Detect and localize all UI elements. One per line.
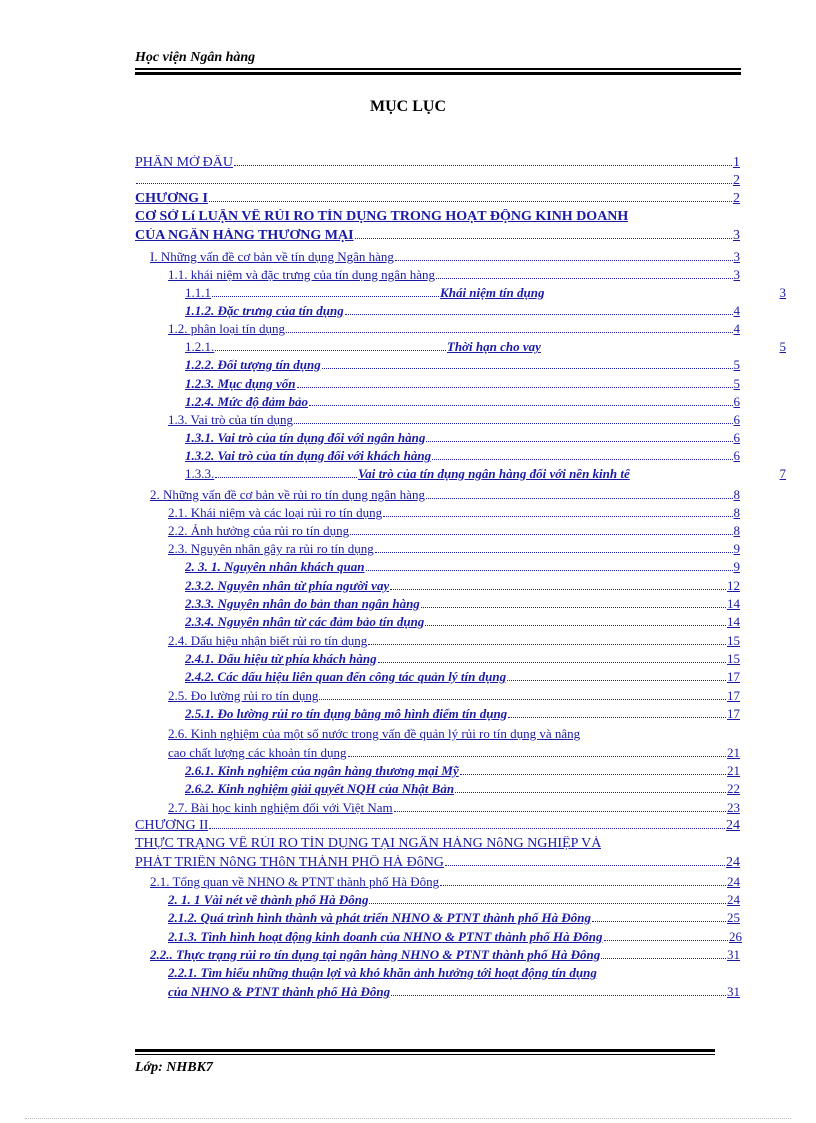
toc-leader-dots: [368, 644, 726, 645]
toc-leader-dots: [391, 995, 726, 996]
toc-entry-label: 2.2. Ảnh hưởng của rủi ro tín dụng: [168, 523, 350, 538]
toc-entry[interactable]: [168, 800, 740, 816]
toc-entry-label: 2.7. Bài học kinh nghiệm đối với Việt Nam: [168, 800, 393, 815]
toc-entry[interactable]: [135, 836, 712, 852]
toc-leader-dots: [394, 811, 726, 812]
toc-leader-dots: [366, 570, 733, 571]
toc-page-number: 7: [779, 466, 786, 481]
toc-leader-dots: [455, 792, 726, 793]
toc-leader-dots: [319, 699, 726, 700]
toc-page-number: 3: [733, 249, 740, 264]
header-rule-thick: [135, 72, 741, 75]
toc-entry[interactable]: [168, 726, 740, 742]
toc-entry-label: Thời hạn cho vay: [446, 339, 541, 354]
toc-page-number: 3: [733, 228, 740, 243]
toc-leader-dots: [369, 903, 726, 904]
toc-entry-label: CHƯƠNG II: [135, 818, 209, 833]
toc-page-number: 5: [733, 376, 740, 391]
toc-page-number: 2: [733, 173, 740, 188]
toc-entry[interactable]: [150, 249, 740, 265]
page-footer: Lớp: NHBK7: [135, 1060, 213, 1075]
toc-leader-dots: [601, 958, 726, 959]
toc-leader-dots: [378, 662, 726, 663]
toc-page-number: 9: [733, 541, 740, 556]
toc-entry-label: 2.4.1. Dấu hiệu từ phía khách hàng: [185, 651, 377, 666]
toc-entry[interactable]: [185, 578, 740, 594]
toc-entry-label: 1.2.2. Đối tượng tín dụng: [185, 357, 321, 372]
toc-leader-dots: [604, 940, 728, 941]
toc-entry-label: 2.1. Tổng quan về NHNO & PTNT thành phố Hà Đông: [150, 874, 440, 889]
toc-leader-dots: [460, 774, 726, 775]
toc-leader-dots: [345, 314, 733, 315]
toc-page-number: 15: [727, 651, 740, 666]
toc-entry[interactable]: [185, 559, 740, 575]
toc-entry-label: 2.6. Kinh nghiệm của một số nước trong vấn đề quản lý rủi ro tín dụng và nâng: [168, 726, 581, 741]
toc-entry[interactable]: [185, 669, 740, 685]
toc-entry[interactable]: [168, 688, 740, 704]
toc-entry[interactable]: [185, 706, 740, 722]
toc-entry[interactable]: [168, 523, 740, 539]
toc-entry-label: CƠ SỞ Lí LUẬN VỀ RỦI RO TÍN DỤNG TRONG HOẠT ĐỘNG KINH DOANH: [135, 209, 629, 224]
toc-leader-dots: [136, 183, 732, 184]
toc-page-number: 8: [733, 523, 740, 538]
toc-page-number: 3: [733, 267, 740, 282]
toc-page-number: 6: [733, 448, 740, 463]
toc-leader-dots: [322, 368, 733, 369]
toc-entry-number: 1.3.3.: [185, 466, 215, 481]
toc-leader-dots: [309, 405, 733, 406]
toc-entry-label: Khái niệm tín dụng: [440, 285, 545, 300]
toc-entry[interactable]: [185, 303, 740, 319]
toc-entry[interactable]: [150, 487, 740, 503]
toc-entry[interactable]: [168, 984, 740, 1000]
toc-entry-label: 2.1.3. Tình hình hoạt động kinh doanh của NHNO & PTNT thành phố Hà Đông: [168, 929, 603, 944]
toc-entry-label: 2.2.. Thực trạng rủi ro tín dụng tại ngân hàng NHNO & PTNT thành phố Hà Đông: [150, 947, 601, 962]
toc-leader-dots: [209, 828, 725, 829]
toc-page-number: 24: [727, 874, 740, 889]
toc-entry[interactable]: [150, 947, 740, 963]
toc-entry-label: 2.3.2. Nguyên nhân từ phía người vay: [185, 578, 390, 593]
toc-page-number: 21: [727, 763, 740, 778]
toc-entry-label: 2.6.1. Kinh nghiệm của ngân hàng thương mại Mỹ: [185, 763, 459, 778]
toc-page-number: 24: [726, 855, 740, 870]
toc-page-number: 2: [733, 191, 740, 206]
toc-entry[interactable]: [168, 267, 740, 283]
toc-entry[interactable]: [185, 430, 740, 446]
toc-entry-label: CỦA NGÂN HÀNG THƯƠNG MẠI: [135, 228, 354, 243]
footer-rule-thin: [135, 1054, 715, 1055]
toc-entry[interactable]: [168, 965, 740, 981]
toc-leader-dots: [355, 238, 732, 239]
toc-page-number: 23: [727, 800, 740, 815]
toc-entry-label: PHẦN MỞ ĐẦU: [135, 155, 234, 170]
page-header: Học viện Ngân hàng: [135, 50, 256, 65]
toc-leader-dots: [375, 552, 733, 553]
toc-entry[interactable]: [185, 285, 786, 301]
toc-entry-label: 2.1.2. Quá trình hình thành và phát triển NHNO & PTNT thành phố Hà Đông: [168, 910, 591, 925]
toc-entry-label: Vai trò của tín dụng ngân hàng đối với nền kinh tế: [358, 466, 630, 481]
toc-entry[interactable]: [185, 651, 740, 667]
toc-entry[interactable]: [185, 614, 740, 630]
toc-entry[interactable]: [185, 448, 740, 464]
toc-page-number: 17: [727, 706, 740, 721]
toc-leader-dots: [390, 589, 726, 590]
toc-entry-label: 1.3. Vai trò của tín dụng: [168, 412, 294, 427]
toc-entry-label: 2.3.3. Nguyên nhân do bản than ngân hàng: [185, 596, 420, 611]
toc-leader-dots: [507, 680, 726, 681]
toc-page-number: 24: [726, 818, 740, 833]
toc-entry-label: 2.2.1. Tìm hiểu những thuận lợi và khó khăn ảnh hưởng tới hoạt động tín dụng: [168, 965, 597, 980]
toc-page-number: 5: [733, 357, 740, 372]
toc-entry-label: 2. Những vấn đề cơ bản về rủi ro tín dụng ngân hàng: [150, 487, 425, 502]
toc-leader-dots: [426, 498, 733, 499]
toc-entry-label: của NHNO & PTNT thành phố Hà Đông: [168, 984, 391, 999]
toc-page-number: 14: [727, 614, 740, 629]
toc-page-number: 6: [733, 412, 740, 427]
toc-entry-label: 1.2. phân loại tín dụng: [168, 321, 285, 336]
toc-leader-dots: [209, 201, 732, 202]
toc-entry-label: THỰC TRẠNG VỀ RỦI RO TÍN DỤNG TẠI NGÂN HÀNG NôNG NGHIỆP VÀ: [135, 836, 602, 851]
toc-entry-number: 1.1.1: [185, 285, 211, 300]
toc-leader-dots: [445, 865, 725, 866]
toc-entry-label: 1.1.2. Đặc trưng của tín dụng: [185, 303, 344, 318]
toc-entry[interactable]: [135, 209, 722, 225]
toc-leader-dots: [426, 441, 732, 442]
toc-entry-label: 2. 1. 1 Vài nét về thành phố Hà Đông: [168, 892, 369, 907]
toc-entry-label: I. Những vấn đề cơ bản về tín dụng Ngân hàng: [150, 249, 394, 264]
toc-leader-dots: [432, 459, 732, 460]
toc-entry[interactable]: [150, 874, 740, 890]
toc-page-number: 8: [733, 487, 740, 502]
toc-entry[interactable]: [135, 173, 740, 189]
toc-page-number: 5: [779, 339, 787, 354]
toc-entry[interactable]: [168, 505, 740, 521]
toc-entry-label: 1.2.4. Mức độ đảm bảo: [185, 394, 308, 409]
toc-entry-label: 1.2.3. Mục dụng vốn: [185, 376, 296, 391]
toc-page-number: 14: [727, 596, 740, 611]
toc-entry[interactable]: [168, 541, 740, 557]
toc-entry[interactable]: [135, 191, 740, 207]
toc-entry[interactable]: [168, 929, 742, 945]
toc-leader-dots: [508, 717, 726, 718]
toc-page-number: 17: [727, 669, 740, 684]
toc-page-number: 6: [733, 430, 740, 445]
toc-entry[interactable]: [185, 781, 740, 797]
toc-page-number: 25: [727, 910, 740, 925]
toc-entry[interactable]: [135, 228, 740, 244]
toc-entry[interactable]: [168, 910, 740, 926]
toc-page-number: 26: [729, 929, 742, 944]
toc-page-number: 31: [727, 947, 740, 962]
toc-leader-dots: [294, 423, 732, 424]
toc-leader-dots: [383, 516, 732, 517]
toc-entry-label: 2.1. Khái niệm và các loại rủi ro tín dụng: [168, 505, 383, 520]
toc-leader-dots: [440, 885, 726, 886]
toc-leader-dots: [425, 625, 726, 626]
toc-entry-label: cao chất lượng các khoản tín dụng: [168, 745, 347, 760]
toc-entry[interactable]: [168, 633, 740, 649]
toc-entry[interactable]: [185, 394, 740, 410]
toc-entry[interactable]: [168, 321, 740, 337]
toc-leader-dots: [421, 607, 726, 608]
toc-page-number: 17: [727, 688, 740, 703]
toc-page-number: 4: [733, 303, 740, 318]
toc-leader-dots: [215, 350, 446, 351]
toc-page-number: 4: [733, 321, 740, 336]
toc-page-number: 12: [727, 578, 740, 593]
toc-page-number: 15: [727, 633, 740, 648]
toc-entry[interactable]: [185, 357, 740, 373]
toc-leader-dots: [348, 756, 726, 757]
toc-entry[interactable]: [135, 818, 740, 834]
toc-page-number: 22: [727, 781, 740, 796]
toc-page-number: 24: [727, 892, 740, 907]
toc-leader-dots: [436, 278, 733, 279]
page-edge-dots: [25, 1118, 791, 1119]
toc-entry[interactable]: [185, 466, 786, 482]
toc-entry[interactable]: [185, 596, 740, 612]
header-rule: [135, 68, 741, 70]
toc-entry[interactable]: [185, 763, 740, 779]
toc-entry-label: CHƯƠNG I: [135, 191, 208, 206]
toc-entry-label: PHÁT TRIỂN NôNG THôN THÀNH PHỐ HÀ ĐôNG: [135, 855, 444, 870]
toc-entry[interactable]: [168, 892, 740, 908]
toc-entry[interactable]: [135, 855, 740, 871]
toc-page-number: 9: [733, 559, 740, 574]
toc-entry-label: 2.5. Đo lường rủi ro tín dụng: [168, 688, 319, 703]
toc-entry-label: 2.6.2. Kinh nghiệm giải quyết NQH của Nhật Bản: [185, 781, 455, 796]
toc-entry-label: 2.3.4. Nguyên nhân từ các đảm bảo tín dụng: [185, 614, 425, 629]
toc-leader-dots: [350, 534, 732, 535]
toc-leader-dots: [286, 332, 733, 333]
toc-page-number: 3: [779, 285, 786, 300]
toc-entry-number: 1.2.1.: [185, 339, 215, 354]
toc-entry-label: 2.4. Dấu hiệu nhận biết rủi ro tín dụng: [168, 633, 368, 648]
toc-entry-label: 1.1. khái niệm và đặc trưng của tín dụng ngân hàng: [168, 267, 435, 282]
toc-leader-dots: [212, 296, 439, 297]
toc-leader-dots: [395, 260, 733, 261]
toc-entry-label: 1.3.1. Vai trò của tín dụng đối với ngân hàng: [185, 430, 426, 445]
toc-page-number: 8: [733, 505, 740, 520]
toc-leader-dots: [234, 165, 732, 166]
toc-entry[interactable]: [185, 376, 740, 392]
toc-entry[interactable]: [135, 155, 740, 171]
page-title: MỤC LỤC: [370, 98, 446, 115]
toc-entry-label: 2.4.2. Các dấu hiệu liên quan đến công tác quản lý tín dụng: [185, 669, 507, 684]
footer-rule: [135, 1049, 715, 1052]
toc-entry-label: 2. 3. 1. Nguyên nhân khách quan: [185, 559, 365, 574]
toc-page-number: 1: [733, 155, 740, 170]
toc-entry[interactable]: [185, 339, 786, 355]
toc-leader-dots: [215, 477, 357, 478]
toc-leader-dots: [592, 921, 726, 922]
toc-entry[interactable]: [168, 745, 740, 761]
toc-entry-label: 1.3.2. Vai trò của tín dụng đối với khách hàng: [185, 448, 432, 463]
toc-page-number: 6: [733, 394, 740, 409]
toc-page-number: 21: [727, 745, 740, 760]
toc-entry-label: 2.3. Nguyên nhân gây ra rủi ro tín dụng: [168, 541, 374, 556]
toc-entry[interactable]: [168, 412, 740, 428]
toc-page-number: 31: [727, 984, 740, 999]
toc-leader-dots: [297, 387, 733, 388]
toc-entry-label: 2.5.1. Đo lường rủi ro tín dụng bằng mô hình điểm tín dụng: [185, 706, 508, 721]
